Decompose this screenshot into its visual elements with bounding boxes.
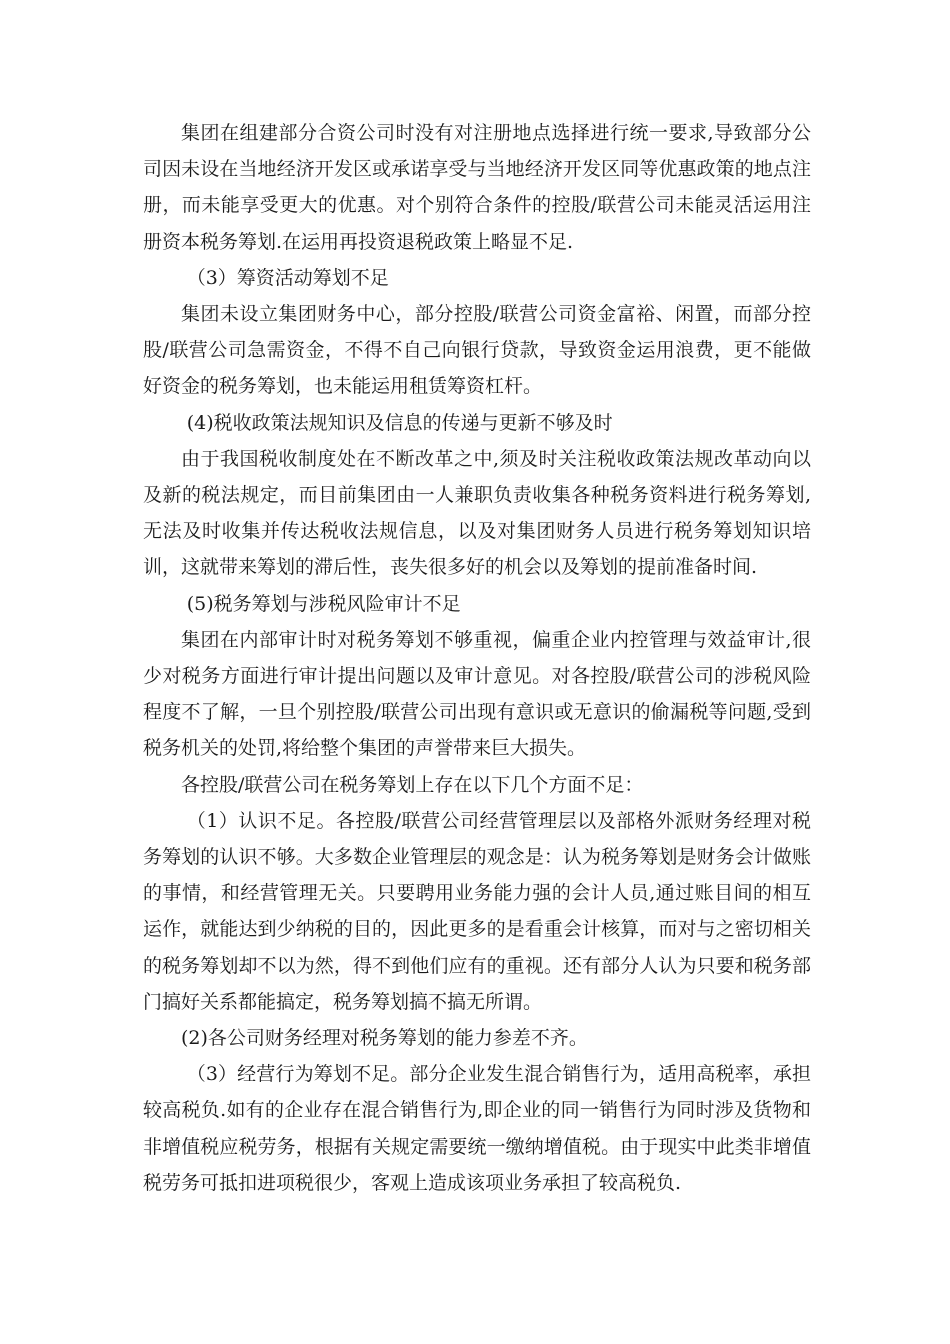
- paragraph-tax-policy-info: 由于我国税收制度处在不断改革之中,须及时关注税收政策法规改革动向以及新的税法规定，而目前集团由一人兼职负责收集各种税务资料进行税务筹划,无法及时收集并传达税收法规信息，以及对集团财务人员进行税务筹划知识培训，这就带来筹划的滞后性，丧失很多好的机会以及筹划的提前准备时间.: [143, 447, 811, 579]
- section-heading-tax-audit: (5)税务筹划与涉税风险审计不足: [186, 592, 461, 615]
- document-body: [143, 115, 811, 1201]
- section-heading-tax-policy-info: (4)税收政策法规知识及信息的传递与更新不够及时: [186, 411, 613, 434]
- paragraph-manager-ability: (2)各公司财务经理对税务筹划的能力参差不齐。: [181, 1027, 588, 1050]
- paragraph-registration-location: 集团在组建部分合资公司时没有对注册地点选择进行统一要求,导致部分公司因未设在当地经济开发区或承诺享受与当地经济开发区同等优惠政策的地点注册，而未能享受更大的优惠。对个别符合条件的控股/联营公司未能灵活运用注册资本税务筹划.在运用再投资退税政策上略显不足.: [143, 122, 811, 253]
- paragraph-subsidiary-intro: 各控股/联营公司在税务筹划上存在以下几个方面不足：: [181, 773, 644, 796]
- paragraph-awareness: （1）认识不足。各控股/联营公司经营管理层以及部格外派财务经理对税务筹划的认识不够。大多数企业管理层的观念是：认为税务筹划是财务会计做账的事情，和经营管理无关。只要聘用业务能力强的会计人员,通过账目间的相互运作，就能达到少纳税的目的，因此更多的是看重会计核算，而对与之密切相关的税务筹划却不以为然，得不到他们应有的重视。还有部分人认为只要和税务部门搞好关系都能搞定，税务筹划搞不搞无所谓。: [143, 809, 811, 1013]
- paragraph-tax-audit: 集团在内部审计时对税务筹划不够重视，偏重企业内控管理与效益审计,很少对税务方面进行审计提出问题以及审计意见。对各控股/联营公司的涉税风险程度不了解，一旦个别控股/联营公司出现有意识或无意识的偷漏税等问题,受到税务机关的处罚,将给整个集团的声誉带来巨大损失。: [143, 628, 811, 760]
- paragraph-financing: 集团未设立集团财务中心，部分控股/联营公司资金富裕、闲置，而部分控股/联营公司急需资金，不得不自己向银行贷款，导致资金运用浪费，更不能做好资金的税务筹划，也未能运用租赁筹资杠杆。: [143, 303, 811, 398]
- paragraph-business-behavior: （3）经营行为筹划不足。部分企业发生混合销售行为，适用高税率，承担较高税负.如有的企业存在混合销售行为,即企业的同一销售行为同时涉及货物和非增值税应税劳务，根据有关规定需要统一缴纳增值税。由于现实中此类非增值税劳务可抵扣进项税很少，客观上造成该项业务承担了较高税负.: [143, 1063, 811, 1194]
- section-heading-financing: （3）筹资活动筹划不足: [186, 266, 389, 289]
